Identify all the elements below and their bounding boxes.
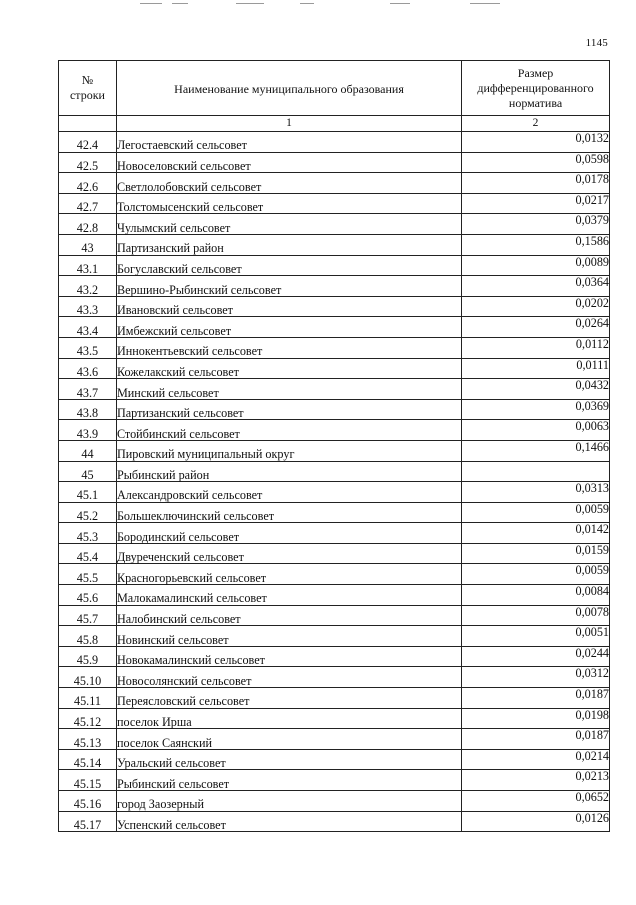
row-number: 43.2 — [59, 276, 117, 297]
table-row — [59, 811, 610, 832]
norm-value: 0,1586 — [462, 234, 610, 255]
municipality-name: Успенский сельсовет — [116, 811, 461, 832]
header-norm-size-label: Размер дифференцированного норматива — [477, 65, 594, 110]
norm-value — [462, 461, 610, 482]
table-row — [59, 770, 610, 791]
table-row — [59, 585, 610, 606]
municipality-name: Стойбинский сельсовет — [116, 420, 461, 441]
row-number: 42.5 — [59, 152, 117, 173]
page-number: 1145 — [585, 37, 608, 49]
row-number: 45.13 — [59, 729, 117, 750]
row-number: 43.1 — [59, 255, 117, 276]
table-row — [59, 729, 610, 750]
row-number: 45.14 — [59, 749, 117, 770]
table-row — [59, 152, 610, 173]
norm-value: 0,0244 — [462, 646, 610, 667]
norm-value: 0,0059 — [462, 502, 610, 523]
norm-value: 0,0213 — [462, 770, 610, 791]
row-number: 43.3 — [59, 296, 117, 317]
scan-edge-artifact — [0, 0, 636, 8]
row-number: 45.8 — [59, 626, 117, 647]
municipality-name: Красногорьевский сельсовет — [116, 564, 461, 585]
norm-value: 0,0379 — [462, 214, 610, 235]
header-row-number — [59, 61, 117, 116]
row-number: 45.15 — [59, 770, 117, 791]
table-row — [59, 276, 610, 297]
municipality-name: Иннокентьевский сельсовет — [116, 337, 461, 358]
norm-value: 0,0264 — [462, 317, 610, 338]
municipality-name: Большеключинский сельсовет — [116, 502, 461, 523]
norm-value: 0,0089 — [462, 255, 610, 276]
municipality-name: Рыбинский район — [116, 461, 461, 482]
municipality-name: Толстомысенский сельсовет — [116, 193, 461, 214]
norm-value: 0,0217 — [462, 193, 610, 214]
table-row — [59, 173, 610, 194]
row-number: 42.4 — [59, 132, 117, 153]
table-row — [59, 214, 610, 235]
norm-value: 0,0432 — [462, 379, 610, 400]
row-number: 42.8 — [59, 214, 117, 235]
table-row — [59, 688, 610, 709]
municipality-name: Двуреченский сельсовет — [116, 543, 461, 564]
table-row — [59, 337, 610, 358]
municipality-name: Переясловский сельсовет — [116, 688, 461, 709]
row-number: 45.12 — [59, 708, 117, 729]
row-number: 45.7 — [59, 605, 117, 626]
municipality-name: Новокамалинский сельсовет — [116, 646, 461, 667]
table-row — [59, 461, 610, 482]
norm-value: 0,0198 — [462, 708, 610, 729]
norm-value: 0,0652 — [462, 791, 610, 812]
table-row — [59, 399, 610, 420]
norm-value: 0,0051 — [462, 626, 610, 647]
norm-value: 0,0598 — [462, 152, 610, 173]
row-number: 45.5 — [59, 564, 117, 585]
row-number: 42.6 — [59, 173, 117, 194]
table-row — [59, 234, 610, 255]
table-body — [59, 132, 610, 832]
row-number: 44 — [59, 440, 117, 461]
norm-value: 0,0313 — [462, 482, 610, 503]
row-number: 43.7 — [59, 379, 117, 400]
norm-value: 0,0312 — [462, 667, 610, 688]
norm-value: 0,1466 — [462, 440, 610, 461]
municipality-name: Новоселовский сельсовет — [116, 152, 461, 173]
municipality-name: Новосолянский сельсовет — [116, 667, 461, 688]
municipality-name: Рыбинский сельсовет — [116, 770, 461, 791]
norm-value: 0,0142 — [462, 523, 610, 544]
municipality-name: Бородинский сельсовет — [116, 523, 461, 544]
table-row — [59, 420, 610, 441]
norm-value: 0,0078 — [462, 605, 610, 626]
row-number: 43 — [59, 234, 117, 255]
municipality-name: Вершино-Рыбинский сельсовет — [116, 276, 461, 297]
norm-value: 0,0214 — [462, 749, 610, 770]
municipality-name: город Заозерный — [116, 791, 461, 812]
header-row-number-label: № строки — [69, 73, 105, 102]
municipality-name: Александровский сельсовет — [116, 482, 461, 503]
table-row — [59, 646, 610, 667]
municipality-name: поселок Саянский — [116, 729, 461, 750]
row-number: 42.7 — [59, 193, 117, 214]
table-row — [59, 708, 610, 729]
municipality-name: Уральский сельсовет — [116, 749, 461, 770]
header-norm-size — [462, 61, 610, 116]
municipality-name: Имбежский сельсовет — [116, 317, 461, 338]
municipality-name: Легостаевский сельсовет — [116, 132, 461, 153]
municipality-name: Чулымский сельсовет — [116, 214, 461, 235]
row-number: 45.4 — [59, 543, 117, 564]
table-row — [59, 482, 610, 503]
row-number: 45.10 — [59, 667, 117, 688]
table-row — [59, 255, 610, 276]
table-header-row — [59, 61, 610, 116]
table-row — [59, 379, 610, 400]
row-number: 45.9 — [59, 646, 117, 667]
norm-value: 0,0369 — [462, 399, 610, 420]
column-index-empty — [59, 116, 117, 132]
row-number: 43.6 — [59, 358, 117, 379]
norms-table — [58, 60, 610, 832]
municipality-name: Богуславский сельсовет — [116, 255, 461, 276]
row-number: 43.9 — [59, 420, 117, 441]
row-number: 43.4 — [59, 317, 117, 338]
header-municipality-name: Наименование муниципального образования — [116, 61, 461, 116]
municipality-name: Ивановский сельсовет — [116, 296, 461, 317]
norm-value: 0,0187 — [462, 688, 610, 709]
row-number: 45.17 — [59, 811, 117, 832]
municipality-name: Партизанский район — [116, 234, 461, 255]
norm-value: 0,0187 — [462, 729, 610, 750]
norm-value: 0,0202 — [462, 296, 610, 317]
row-number: 45.1 — [59, 482, 117, 503]
row-number: 43.8 — [59, 399, 117, 420]
table-row — [59, 749, 610, 770]
municipality-name: Кожелакский сельсовет — [116, 358, 461, 379]
municipality-name: Пировский муниципальный округ — [116, 440, 461, 461]
table-row — [59, 132, 610, 153]
row-number: 45.16 — [59, 791, 117, 812]
row-number: 45.11 — [59, 688, 117, 709]
norm-value: 0,0084 — [462, 585, 610, 606]
municipality-name: поселок Ирша — [116, 708, 461, 729]
table-row — [59, 358, 610, 379]
municipality-name: Минский сельсовет — [116, 379, 461, 400]
norm-value: 0,0364 — [462, 276, 610, 297]
table-row — [59, 440, 610, 461]
table-row — [59, 626, 610, 647]
table-row — [59, 605, 610, 626]
column-index-row — [59, 116, 610, 132]
municipality-name: Партизанский сельсовет — [116, 399, 461, 420]
table-row — [59, 296, 610, 317]
municipality-name: Малокамалинский сельсовет — [116, 585, 461, 606]
norm-value: 0,0178 — [462, 173, 610, 194]
table-row — [59, 523, 610, 544]
norm-value: 0,0111 — [462, 358, 610, 379]
row-number: 45.6 — [59, 585, 117, 606]
table-row — [59, 791, 610, 812]
table-row — [59, 502, 610, 523]
row-number: 43.5 — [59, 337, 117, 358]
row-number: 45.3 — [59, 523, 117, 544]
row-number: 45.2 — [59, 502, 117, 523]
row-number: 45 — [59, 461, 117, 482]
norm-value: 0,0112 — [462, 337, 610, 358]
norm-value: 0,0159 — [462, 543, 610, 564]
municipality-name: Светлолобовский сельсовет — [116, 173, 461, 194]
norm-value: 0,0063 — [462, 420, 610, 441]
table-row — [59, 667, 610, 688]
column-index-name: 1 — [116, 116, 461, 132]
municipality-name: Новинский сельсовет — [116, 626, 461, 647]
column-index-value: 2 — [462, 116, 610, 132]
norm-value: 0,0059 — [462, 564, 610, 585]
norm-value: 0,0126 — [462, 811, 610, 832]
table-row — [59, 564, 610, 585]
table-row — [59, 317, 610, 338]
norm-value: 0,0132 — [462, 132, 610, 153]
table-row — [59, 193, 610, 214]
table-row — [59, 543, 610, 564]
municipality-name: Налобинский сельсовет — [116, 605, 461, 626]
